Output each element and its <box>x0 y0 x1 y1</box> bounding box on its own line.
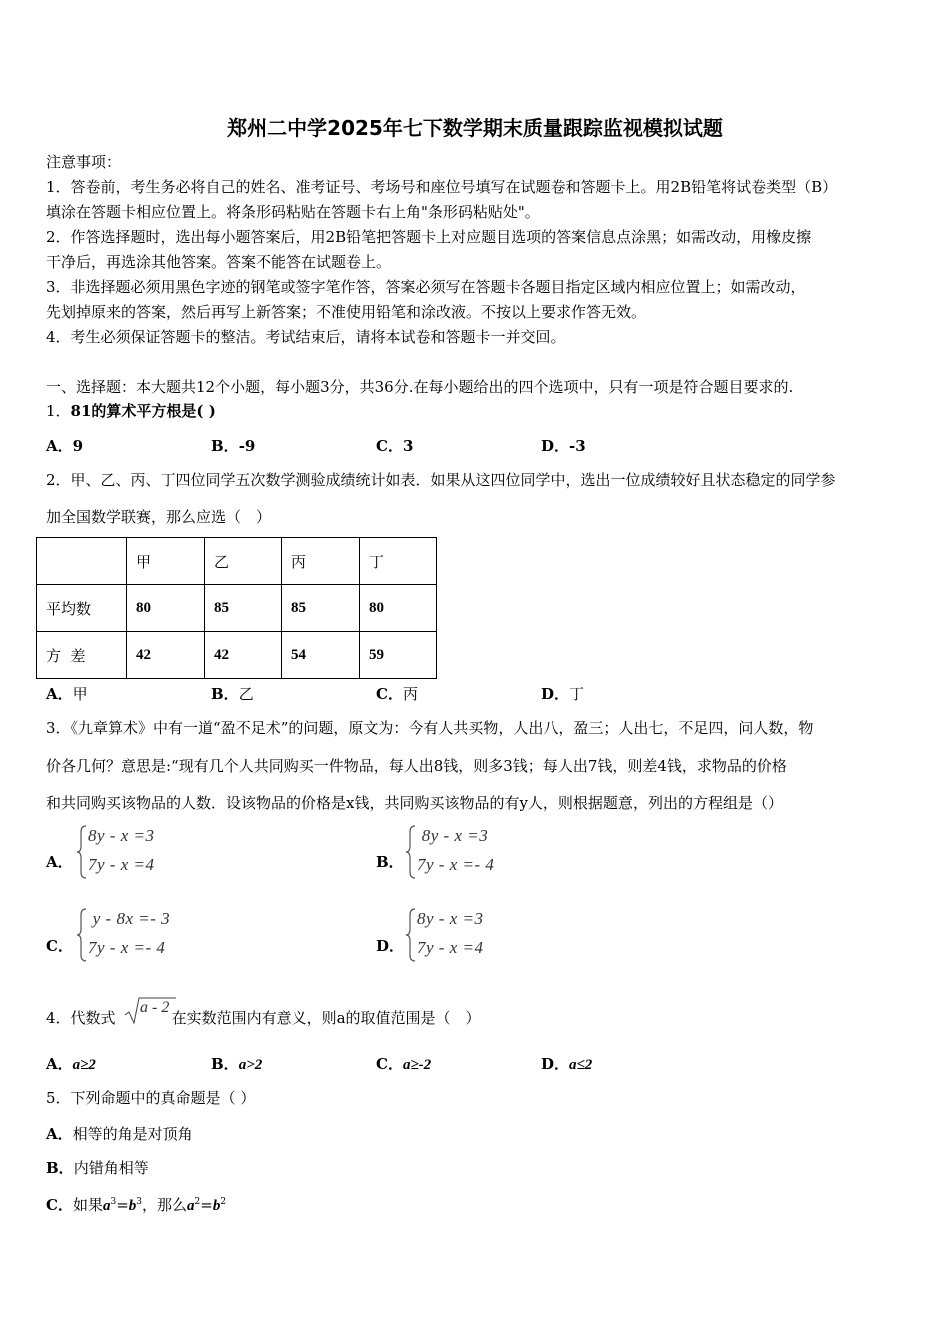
equation: 8y - x =3 <box>417 909 484 928</box>
question-stem: 81的算术平方根是( ) <box>70 402 216 420</box>
table-row-label: 方 差 <box>37 632 127 679</box>
notice-line-4: 干净后，再选涂其他答案。答案不能答在试题卷上。 <box>46 253 392 271</box>
q4-option-b[interactable]: B．a>2 <box>211 1055 263 1073</box>
table-cell: 54 <box>282 632 360 679</box>
q3-option-d-label[interactable]: D． <box>376 937 405 955</box>
table-header-cell: 乙 <box>205 538 282 585</box>
equation: 7y - x =- 4 <box>417 855 495 874</box>
q2-option-a[interactable]: A．甲 <box>46 685 88 703</box>
q4-option-d[interactable]: D．a≤2 <box>541 1055 593 1073</box>
q1-option-d[interactable]: D．-3 <box>541 437 586 455</box>
table-cell: 80 <box>360 585 437 632</box>
q4-option-a[interactable]: A．a≥2 <box>46 1055 96 1073</box>
equation: 7y - x =4 <box>88 855 155 874</box>
table-header-cell: 丁 <box>360 538 437 585</box>
notice-line-1: 1．答卷前，考生务必将自己的姓名、准考证号、考场号和座位号填写在试题卷和答题卡上。用2B铅笔将试卷类型（B） <box>46 178 838 196</box>
brace-icon <box>405 907 417 963</box>
table-header-cell: 甲 <box>127 538 205 585</box>
question-2-line-1: 2．甲、乙、丙、丁四位同学五次数学测验成绩统计如表．如果从这四位同学中，选出一位成绩较好且状态稳定的同学参 <box>46 471 836 489</box>
question-number: 1． <box>46 402 71 420</box>
question-4: 4．代数式 在实数范围内有意义，则a的取值范围是（ ） <box>46 1009 481 1027</box>
brace-icon <box>405 824 417 880</box>
q5-option-a[interactable]: A．相等的角是对顶角 <box>46 1125 193 1143</box>
question-number: 4． <box>46 1009 71 1027</box>
table-cell: 85 <box>205 585 282 632</box>
equation: 8y - x =3 <box>88 826 155 845</box>
brace-icon <box>76 907 88 963</box>
table-cell: 85 <box>282 585 360 632</box>
table-cell: 80 <box>127 585 205 632</box>
equation: y - 8x =- 3 <box>88 909 171 928</box>
q1-option-c[interactable]: C．3 <box>376 437 414 455</box>
table-row-label: 平均数 <box>37 585 127 632</box>
q5-option-b[interactable]: B．内错角相等 <box>46 1159 149 1177</box>
sqrt-expression <box>124 995 176 1025</box>
q3-option-c-label[interactable]: C． <box>46 937 73 955</box>
notice-line-6: 先划掉原来的答案，然后再写上新答案；不准使用铅笔和涂改液。不按以上要求作答无效。 <box>46 303 647 321</box>
table-header-cell: 丙 <box>282 538 360 585</box>
page-title: 郑州二中学2025年七下数学期末质量跟踪监视模拟试题 <box>227 116 723 140</box>
notice-line-5: 3．非选择题必须用黑色字迹的钢笔或签字笔作答，答案必须写在答题卡各题目指定区域内相应位置上；如需改动， <box>46 278 806 296</box>
table-row <box>37 538 437 585</box>
notice-heading: 注意事项： <box>46 153 122 171</box>
equation: 7y - x =- 4 <box>88 938 166 957</box>
question-number: 2． <box>46 471 71 489</box>
table-cell: 59 <box>360 632 437 679</box>
notice-line-7: 4．考生必须保证答题卡的整洁。考试结束后，请将本试卷和答题卡一并交回。 <box>46 328 566 346</box>
q1-option-a[interactable]: A．9 <box>46 437 84 455</box>
q4-option-c[interactable]: C．a≥-2 <box>376 1055 432 1073</box>
notice-line-3: 2．作答选择题时，选出每小题答案后，用2B铅笔把答题卡上对应题目选项的答案信息点涂黑；如需改动，用橡皮擦 <box>46 228 812 246</box>
question-3-line-1: 3．《九章算术》中有一道“盈不足术”的问题，原文为：今有人共买物，人出八，盈三；人出七，不足四，问人数，物 <box>46 719 814 737</box>
question-number: 3． <box>46 719 71 737</box>
question-3-line-2: 价各几何？意思是:“现有几个人共同购买一件物品，每人出8钱，则多3钱；每人出7钱，则差4钱，求物品的价格 <box>46 757 787 775</box>
q3-option-a-label[interactable]: A． <box>46 853 73 871</box>
question-3-line-3: 和共同购买该物品的人数．设该物品的价格是x钱，共同购买该物品的有y人，则根据题意，列出的方程组是（） <box>46 794 783 812</box>
equation: 7y - x =4 <box>417 938 484 957</box>
q2-option-c[interactable]: C．丙 <box>376 685 418 703</box>
radicand: a - 2 <box>140 999 170 1016</box>
question-number: 5． <box>46 1089 71 1107</box>
q2-option-b[interactable]: B．乙 <box>211 685 254 703</box>
table-cell: 42 <box>205 632 282 679</box>
table-cell: 42 <box>127 632 205 679</box>
q2-option-d[interactable]: D．丁 <box>541 685 585 703</box>
q1-option-b[interactable]: B．-9 <box>211 437 256 455</box>
question-2-line-2: 加全国数学联赛，那么应选（ ） <box>46 508 272 526</box>
table-row <box>37 585 437 632</box>
brace-icon <box>76 824 88 880</box>
q3-option-b-label[interactable]: B． <box>376 853 404 871</box>
question-5: 5．下列命题中的真命题是（ ） <box>46 1089 256 1107</box>
equation: 8y - x =3 <box>417 826 489 845</box>
q5-option-c[interactable]: C．如果$a^3=b^3$，那么$a^2=b^2$ <box>46 1196 227 1214</box>
notice-line-2: 填涂在答题卡相应位置上。将条形码粘贴在答题卡右上角"条形码粘贴处"。 <box>46 203 540 221</box>
section-heading: 一、选择题：本大题共12个小题，每小题3分，共36分.在每小题给出的四个选项中，只有一项是符合题目要求的. <box>46 378 794 396</box>
table-cell <box>37 538 127 585</box>
question-1 <box>46 401 216 421</box>
score-table <box>36 537 437 679</box>
table-row <box>37 632 437 679</box>
